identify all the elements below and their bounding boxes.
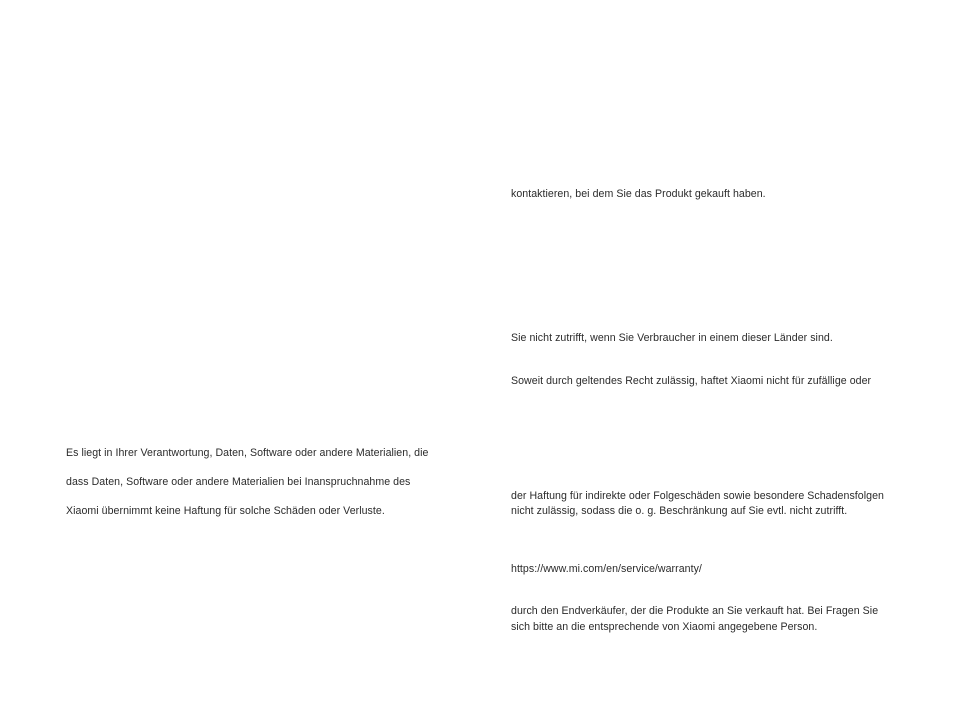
text-line: der Haftung für indirekte oder Folgeschäden sowie besondere Schadensfolgen [511, 490, 884, 502]
text-line: Es liegt in Ihrer Verantwortung, Daten, Software oder andere Materialien, die [66, 447, 429, 459]
right-page [477, 0, 954, 727]
text-line: nicht zulässig, sodass die o. g. Beschränkung auf Sie evtl. nicht zutrifft. [511, 505, 848, 517]
text-line: dass Daten, Software oder andere Materialien bei Inanspruchnahme des [66, 476, 411, 488]
text-line: Sie nicht zutrifft, wenn Sie Verbraucher in einem dieser Länder sind. [511, 332, 833, 344]
text-line: sich bitte an die entsprechende von Xiaomi angegebene Person. [511, 621, 818, 633]
text-line: durch den Endverkäufer, der die Produkte an Sie verkauft hat. Bei Fragen Sie [511, 605, 879, 617]
text-line: kontaktieren, bei dem Sie das Produkt gekauft haben. [511, 188, 766, 200]
text-line: Xiaomi übernimmt keine Haftung für solche Schäden oder Verluste. [66, 505, 385, 517]
warranty-link[interactable]: https://www.mi.com/en/service/warranty/ [511, 563, 702, 575]
text-line: Soweit durch geltendes Recht zulässig, haftet Xiaomi nicht für zufällige oder [511, 375, 872, 387]
